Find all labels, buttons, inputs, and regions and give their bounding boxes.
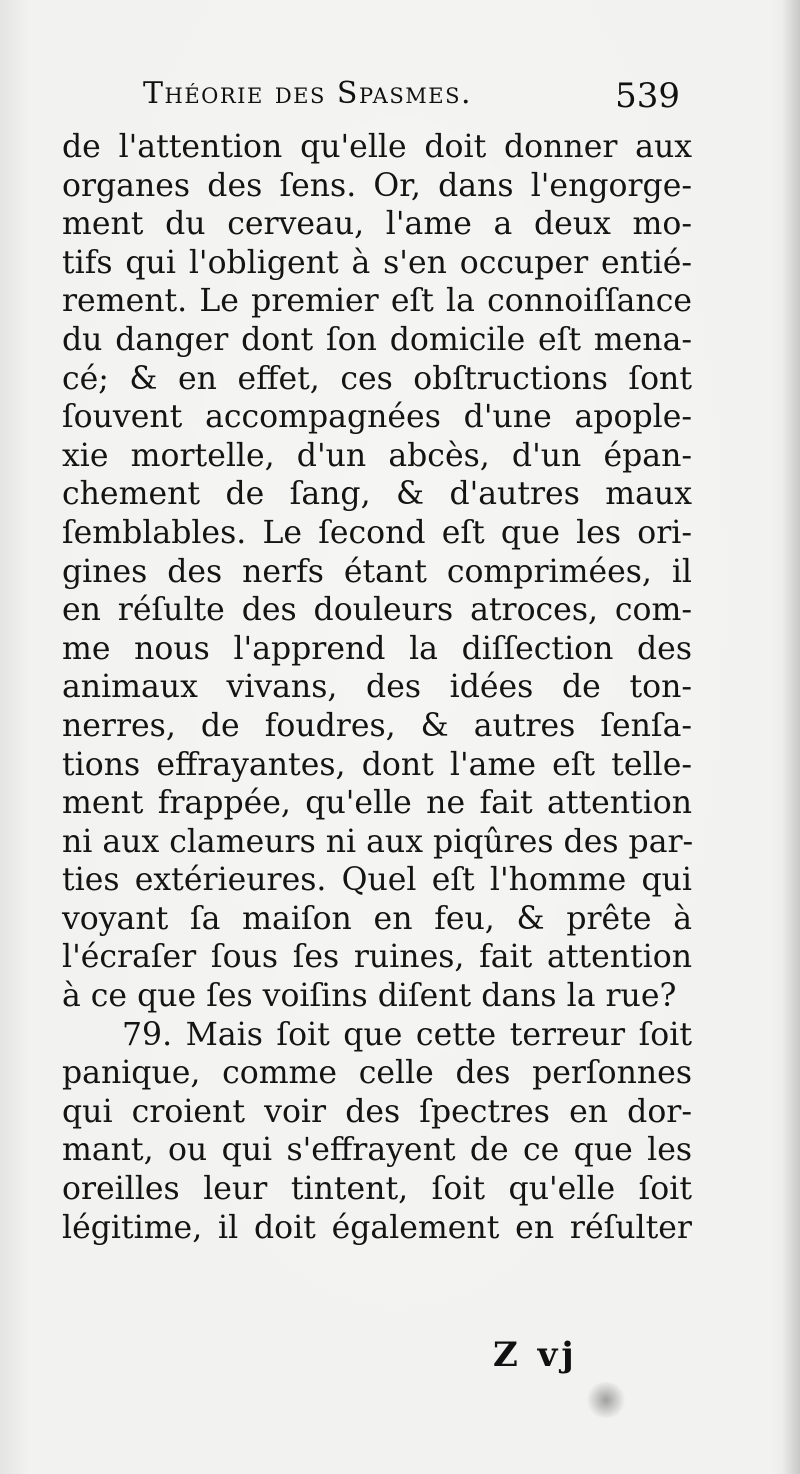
- running-head: Théorie des Spasmes.: [143, 76, 472, 111]
- signature-mark: Z vj: [493, 1335, 578, 1375]
- text-line: chement de ſang, & d'autres maux: [62, 476, 692, 513]
- text-line: oreilles leur tintent, ſoit qu'elle ſoit: [62, 1171, 692, 1208]
- text-line: tifs qui l'obligent à s'en occuper entié-: [62, 244, 692, 281]
- paragraph-start-line: 79. Mais ſoit que cette terreur ſoit: [122, 1016, 692, 1053]
- text-line: rement. Le premier eſt la connoiſſance: [62, 283, 692, 320]
- text-line: organes des ſens. Or, dans l'engorge-: [62, 167, 692, 204]
- text-line: ſouvent accompagnées d'une apople-: [62, 399, 692, 436]
- ink-smudge: [585, 1382, 627, 1418]
- text-line: l'écraſer ſous ſes ruines, fait attention: [62, 939, 692, 976]
- text-line: panique, comme celle des perſonnes: [62, 1055, 692, 1092]
- text-line: à ce que ſes voiſins diſent dans la rue?: [62, 978, 677, 1015]
- text-line: du danger dont ſon domicile eſt mena-: [62, 321, 692, 358]
- page-number: 539: [615, 76, 680, 116]
- page-header: [0, 74, 800, 124]
- text-line: animaux vivans, des idées de ton-: [62, 669, 692, 706]
- text-line: de l'attention qu'elle doit donner aux: [62, 129, 692, 165]
- text-line: ment frappée, qu'elle ne fait attention: [62, 785, 692, 822]
- text-line: tions effrayantes, dont l'ame eſt telle-: [62, 746, 692, 783]
- text-line: gines des nerfs étant comprimées, il: [62, 553, 692, 590]
- body-text: [62, 128, 692, 1247]
- text-line: voyant ſa maiſon en feu, & prête à: [62, 900, 692, 937]
- text-line: mant, ou qui s'effrayent de ce que les: [62, 1132, 692, 1169]
- text-line: cé; & en effet, ces obſtructions ſont: [62, 360, 692, 397]
- text-line: en réſulte des douleurs atroces, com-: [62, 592, 692, 629]
- text-line: ties extérieures. Quel eſt l'homme qui: [62, 862, 692, 899]
- page-edge-shadow: [782, 0, 800, 1474]
- text-line: ment du cerveau, l'ame a deux mo-: [62, 206, 692, 243]
- text-line: ni aux clameurs ni aux piqûres des par-: [62, 823, 694, 860]
- text-line: qui croient voir des ſpectres en dor-: [62, 1093, 692, 1130]
- text-line: nerres, de foudres, & autres ſenſa-: [62, 707, 692, 744]
- text-line: légitime, il doit également en réſulter: [62, 1209, 692, 1246]
- text-line: ſemblables. Le ſecond eſt que les ori-: [62, 514, 692, 551]
- text-line: me nous l'apprend la diſſection des: [62, 630, 692, 667]
- text-line: xie mortelle, d'un abcès, d'un épan-: [62, 437, 692, 474]
